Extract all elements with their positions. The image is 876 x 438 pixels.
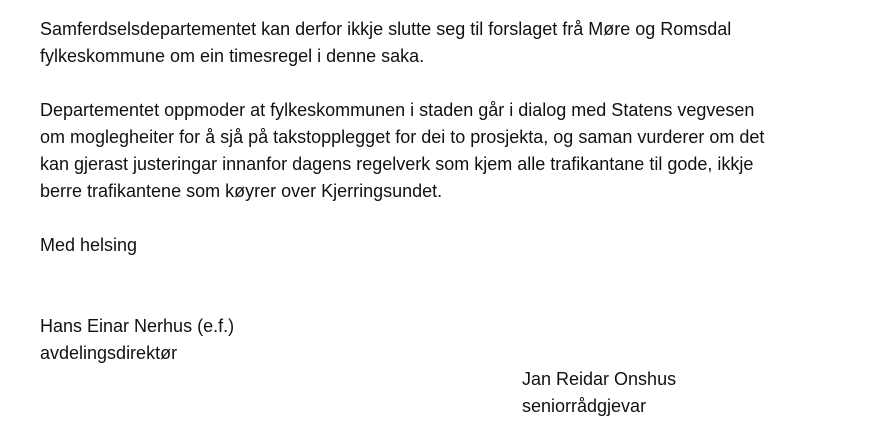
paragraph-1-line-2: fylkeskommune om ein timesregel i denne saka.: [40, 46, 425, 66]
paragraph-1-line-1: Samferdselsdepartementet kan derfor ikkje slutte seg til forslaget frå Møre og Romsdal: [40, 19, 732, 39]
signatory-2-title: seniorrådgjevar: [522, 396, 647, 416]
signatory-1-name: Hans Einar Nerhus (e.f.): [40, 316, 235, 336]
paragraph-2: [40, 97, 764, 205]
paragraph-2-line-4: berre trafikantene som køyrer over Kjerringsundet.: [40, 181, 443, 201]
signature-block-1: [40, 313, 234, 367]
signatory-1-title: avdelingsdirektør: [40, 343, 178, 363]
paragraph-1: [40, 16, 731, 70]
paragraph-2-line-2: om moglegheiter for å sjå på takstopplegget for dei to prosjekta, og saman vurderer om det: [40, 127, 765, 147]
signature-block-2: [522, 366, 676, 420]
greeting: Med helsing: [40, 235, 138, 255]
paragraph-2-line-3: kan gjerast justeringar innanfor dagens regelverk som kjem alle trafikantane til gode, ikkje: [40, 154, 754, 174]
paragraph-2-line-1: Departementet oppmoder at fylkeskommunen i staden går i dialog med Statens vegvesen: [40, 100, 755, 120]
signatory-2-name: Jan Reidar Onshus: [522, 369, 677, 389]
